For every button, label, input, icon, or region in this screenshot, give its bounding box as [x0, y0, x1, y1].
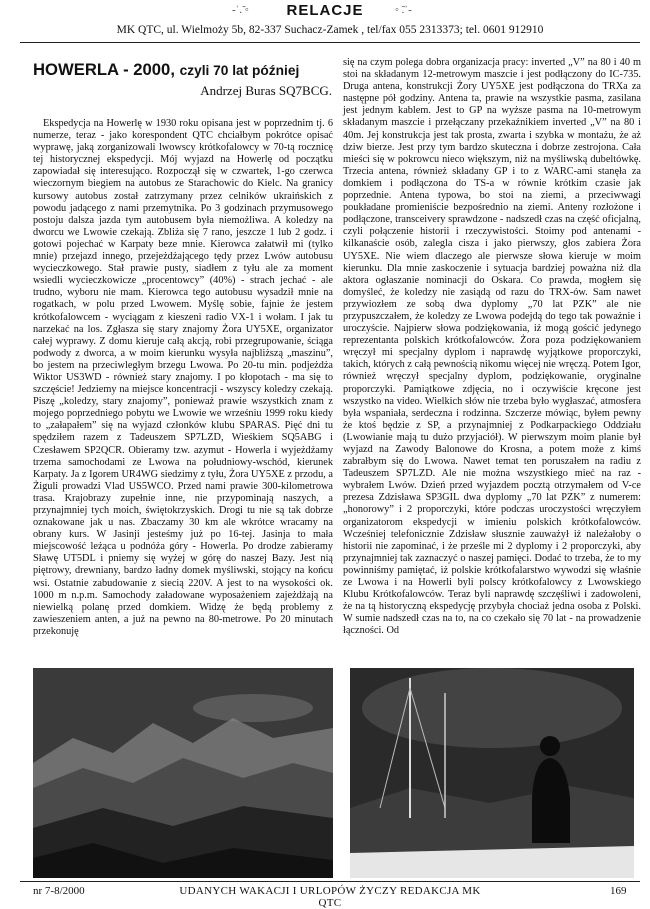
header-rule — [20, 42, 640, 43]
summit-people-image — [350, 668, 634, 878]
photo-summit-people — [350, 668, 634, 878]
footer-wishes: UDANYCH WAKACJI I URLOPÓW ŻYCZY REDAKCJA MK QTC — [179, 885, 481, 909]
header-ornament-left: -ʾ.̃ ◦ — [232, 4, 249, 16]
photo-mountain-landscape — [33, 668, 333, 878]
footer-page-number: 169 — [610, 885, 627, 897]
article-title-main: HOWERLA - 2000, — [33, 60, 175, 79]
article-author: Andrzej Buras SQ7BCG. — [200, 83, 332, 98]
section-title: RELACJE — [286, 2, 364, 19]
header-ornament-right: ◦ ̃.ʾ- — [395, 4, 412, 16]
article-column-left — [33, 118, 333, 638]
footer-rule — [20, 881, 640, 882]
mountain-landscape-image — [33, 668, 333, 878]
article-column-right — [343, 57, 641, 638]
masthead-address: MK QTC, ul. Wielmoży 5b, 82-337 Suchacz-Zamek , tel/fax 055 2313373; tel. 0601 912910 — [116, 24, 544, 36]
left-paragraph: Ekspedycja na Howerlę w 1930 roku opisana jest w poprzednim tj. 6 numerze, teraz - jako korespondent QTC chciałbym pokrótce opisać wyprawę, jaką zorganizowali lwowscy krótkofalowcy w 70-tą rocznicę tej historycznej ekspedycji. Mój wyjazd na Howerlę od początku zapowiadał się interesująco. Rozpoczął się w czwartek, 1-go czerwca wieczornym biegiem na autobus ze Starachowic do Kielc. Na granicy kursowy autobus został zatrzymany przez celników ukraińskich z powodu jadącego z nami przemytnika. Po 3 godzinach przymusowego postoju dalsza jazda tym autobusem była niemożliwa. A koledzy na dworcu we Lwowie czekają. Zbliża się 7 rano, jeszcze 1 lub 2 godz. i gotowi pojechać w Karpaty beze mnie. Kierowca załatwił mi (tylko mnie) przejazd innego, przejeżdżającego tędy przez Lwów autobusu wycieczkowego. Stał prawie pusty, siadłem z tyłu ale za moment wsiedli wycieczkowicze „procentowcy” (40%) - strach jechać - ale trudno, wyboru nie mam. Kierowca tego autobusu wysadził mnie na rogatkach, w polu przed Lwowem. Myślę sobie, fajnie że jestem krótkofalowcem - wyciągam z kieszeni radio VX-1 i wołam. I jak tu narzekać na los. Zgłasza się stary znajomy Żora UY5XE, organizator całej wyprawy. Z domu kieruje całą akcją, robi przegrupowanie, ściąga podwody z dworca, a w moim kierunku wysyła najbliższą „maszinu”, bo jestem na przeciwległym brzegu Lwowa. Po 20-tu min. podjeżdża Wiktor US3WD - również stary znajomy. I po kłopotach - ma się to szczęście! Jedziemy na miejsce koncentracji - wszyscy koledzy czekają. Piszę „koledzy, stary znajomy”, ponieważ prawie wszystkich znam z mojego poprzedniego pobytu we Lwowie we wrześniu 1999 roku kiedy to „załapałem” się na wyjazd członków klubu SPARAS. Pięć dni tu spędziłem razem z Tadeuszem SP7LZD, Wieśkiem SQ5ABG i Czesławem SP2QCR. Obieramy tzw. azymut - Howerla i wyjeżdżamy trzema samochodami ze Lwowa na południowy-wschód, kierunek Karpaty. Ja z Igorem UR4WG siedzimy z tyłu, Żora UY5XE z przodu, a Żiguli prowadzi Vlad US5WCO. Przed nami prawie 300-kilometrowa trasa. Krajobrazy zupełnie inne, nie przypominają naszych, a przynajmniej tych moich, świętokrzyskich. Drogi tu nie są tak dobrze oznakowane jak u nas. Zbaczamy 30 km ale wkrótce wracamy na obrany kurs. W Jasinji jesteśmy już po 16-tej. Jasinja to mała miejscowość leżąca u podnóża góry - Howerla. Po drodze zabieramy Sławę UT5DL i pniemy się wyżej w górę do naszej Bazy. Jest nią piętrowy, drewniany, bardzo ładny domek myśliwski, stojący na końcu wsi. Ostatnie zabudowanie z siecią 220V. A jest to na wysokości ok. 1000 m n.p.m. Samochody załadowane wyposażeniem zajeżdżają na niewielką polanę przed domkiem. Widzę że będą problemy z zawieszeniem anten, a już na pewno na 80-metrowe. Po 20 minutach przekonuję — [33, 118, 333, 637]
right-paragraph: się na czym polega dobra organizacja pracy: inverted „V” na 80 i 40 m stoi na składanym 12-metrowym maszcie i jest podłączony do IC-735. Druga antena, konstrukcji Żory UY5XE jest podłączona do TRXa za następne pół godziny. Antena ta, prawie na wszystkie pasma, zasilana jest jednym kablem. Jest to GP na wyższe pasma na 10-metrowym składanym maszcie i przełączany przekaźnikiem inverted „V” na 80 i 40m. Jej konstrukcja jest tak prosta, zwarta i szybka w montażu, że aż dziw bierze. Jest przy tym bardzo skuteczna i dobrze zestrojona. Cała mieści się w pokrowcu nieco większym, niż na myśliwską dubeltówkę. Trzecia antena, również składany GP i to z WARC-ami stanęła za domkiem i podłączona do TS-a w równie krótkim czasie jak poprzednie. Antena typowa, bo stoi na ziemi, a przeciwwagi poukładane promieniście bezpośrednio na ziemi. Anteny rozłożone i podłączone, transceivery sprawdzone - nadszedł czas na część oficjalną, czyli połączenie historii i rzeczywistości. Stoimy pod antenami - kilkanaście osób, zalegla cisza i jako pierwszy, głos zabiera Żora UY5XE. Nie wiem dlaczego ale pierwsze słowa kieruje w moim kierunku. Dla mnie zaskoczenie i sytuacja bardziej poważna niż dla aktora ogłaszanie nominacji do Oskara. Co prawda, mogłem się domyśleć, że koledzy nie zasiądą od razu do TRX-ów. Sam nawet przywiozłem ze sobą dwa dyplomy „70 lat PZK” ale nie przypuszczałem, że koledzy ze Lwowa podejdą do tego tak poważnie i uroczyście. Najpierw słowa podziękowania, iż mogą gościć jedynego reprezentanta polskich krótkofalowców. Żora poza podziękowaniem wręczył mi specjalny dyplom i naprawdę wyjątkowe proporczyki, takich, których z całą pewnością nikomu więcej nie wręczą. Potem Igor, również wręczył specjalny dyplom, podziękowanie, oryginalne proporczyki. Pamiątkowe zdjęcia, no i oczywiście kręcone jest wszystko na video. Wielkich słów nie trzeba było wygłaszać, atmosfera była wspaniała, serdeczna i rodzinna. Szczerze mówiąc, byłem pewny że ktoś będzie z SP, a przynajmniej z Podkarpackiego Oddziału (Lwowianie mają tu dużo przyjaciół). W pierwszym moim planie był wyjazd na Zawody Balonowe do Krosna, a potem może z kimś zabrałbym się do Lwowa. Nawet temat ten poruszałem na radiu z Tadeuszem SP7LZD. Ale nie można wszystkiego mieć na raz - wybrałem Lwów. Dzień przed wyjazdem pocztą otrzymałem od V-ce prezesa Zdzisława SP3GIL dwa dyplomy „70 lat PZK” z numerem: „honorowy” i 2 proporczyki, które podczas uroczystości wręczyłem organizatorom ekspedycji w imieniu polskich krótkofalowców. Wcześniej telefonicznie Zdzisław słusznie zauważył iż należałoby o historii nie zapominać, i że prześle mi 2 dyplomy i 2 proporczyki, aby przynajmniej tak zaznaczyć o naszej pamięci. Dodać to trzeba, że to my powinniśmy pamiętać, iż polskie krótkofalarstwo wywodzi się właśnie ze Lwowa i na Howerli byli polscy krótkofalowcy z Lwowskiego Klubu Krótkofalowców. Teraz byli naprawdę szczęśliwi i zadowoleni, że na tą historyczną ekspedycję przybyła chociaż jedna osoba z Polski. W sumie nadszedł czas na to, na co czekało się 70 lat - na prowadzenie łączności. Od — [343, 57, 641, 637]
footer-issue: nr 7-8/2000 — [33, 885, 85, 897]
article-title — [33, 60, 327, 80]
article-title-sub: czyli 70 lat później — [179, 62, 300, 78]
